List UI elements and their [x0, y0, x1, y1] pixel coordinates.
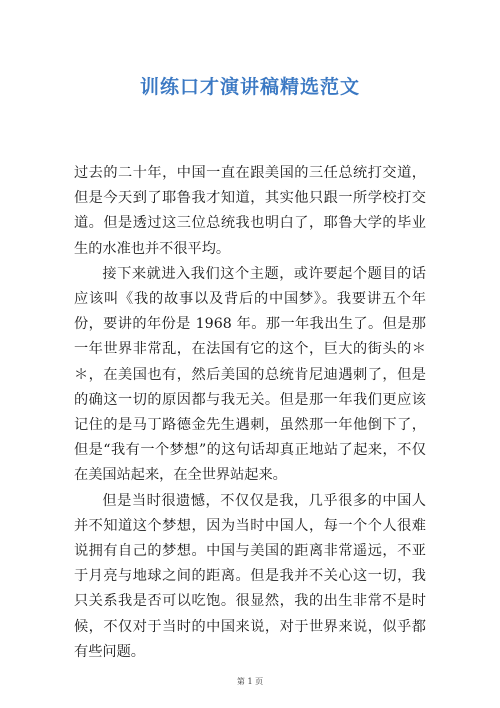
paragraph-3: 但是当时很遗憾，不仅仅是我，几乎很多的中国人并不知道这个梦想，因为当时中国人，每一个个人很难说拥有自己的梦想。中国与美国的距离非常遥远，不亚于月亮与地球之间的距离。但是我并不关心这一切，我只关系我是否可以吃饱。很显然，我的出生非常不是时候，不仅对于当时的中国来说，对于世界来说，似乎都有些问题。 [74, 492, 426, 660]
document-title: 训练口才演讲稿精选范文 [139, 76, 360, 98]
paragraph-1: 过去的二十年，中国一直在跟美国的三任总统打交道，但是今天到了耶鲁我才知道，其实他只跟一所学校打交道。但是透过这三位总统我也明白了，耶鲁大学的毕业生的水准也并不很平均。 [74, 165, 426, 257]
paragraph-2: 接下来就进入我们这个主题，或许要起个题目的话应该叫《我的故事以及背后的中国梦》。我要讲五个年份，要讲的年份是 1968 年。那一年我出生了。但是那一年世界非常乱，在法国有它的这个，巨大的街头的＊＊，在美国也有，然后美国的总统肯尼迪遇刺了，但是的确这一切的原因都与我无关。但是那一年我们更应该记住的是马丁路德金先生遇刺，虽然那一年他倒下了，但是“我有一个梦想”的这句话却真正地站了起来，不仅在美国站起来，在全世界站起来。 [74, 265, 426, 484]
page-number: 第 1 页 [236, 677, 264, 686]
document-body [74, 161, 426, 665]
